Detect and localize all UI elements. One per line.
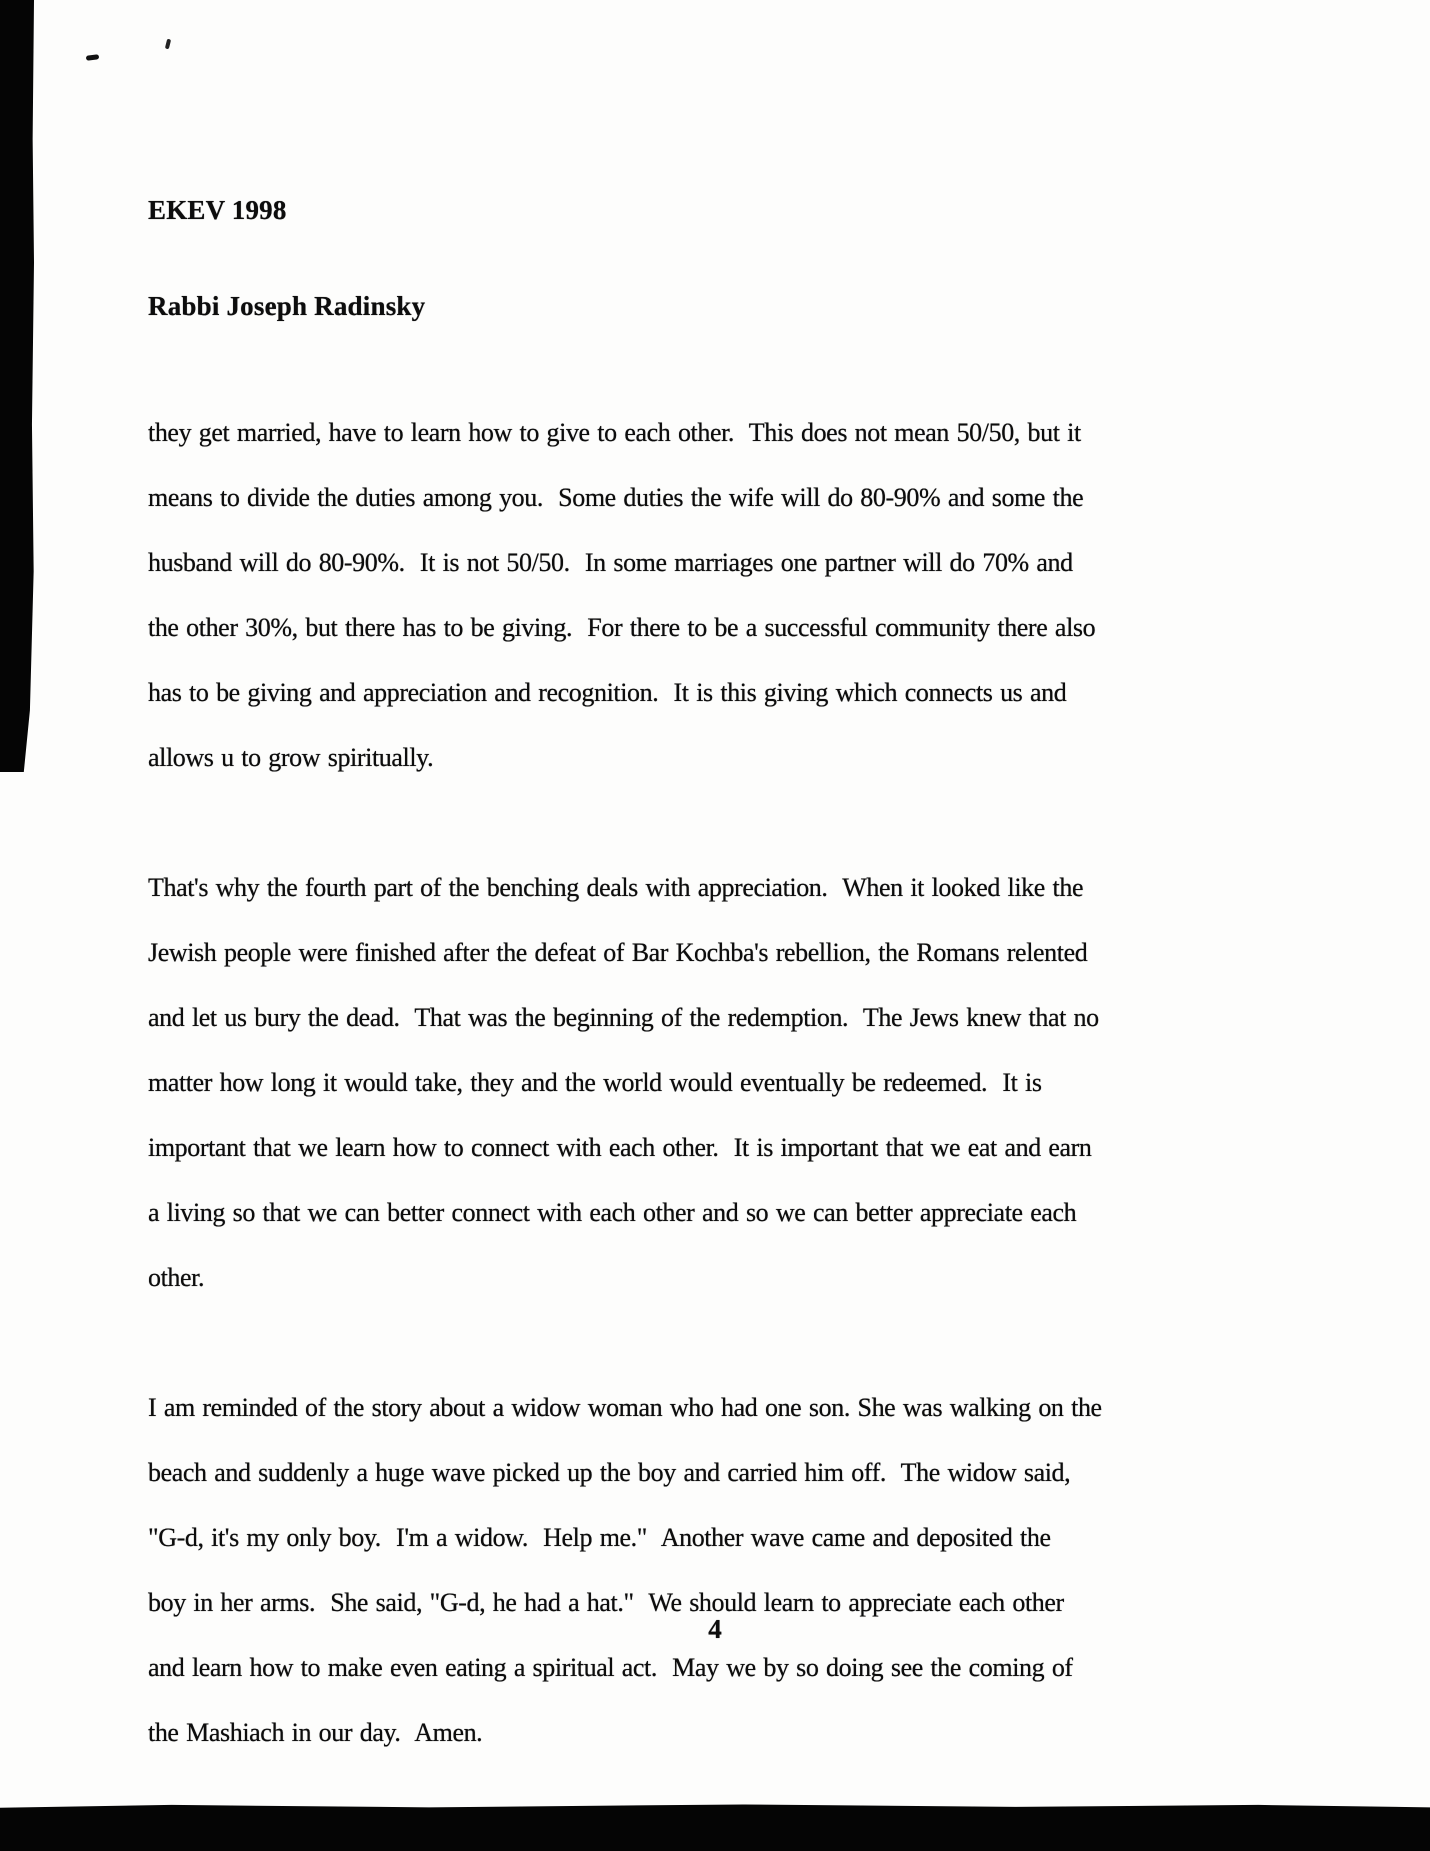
text-line: a living so that we can better connect with each other and so we can better appreciate each	[148, 1198, 1077, 1227]
document-title: EKEV 1998	[148, 195, 287, 225]
text-line: boy in her arms. She said, "G-d, he had a hat." We should learn to appreciate each other	[148, 1588, 1064, 1617]
scan-edge-bar-bottom	[0, 1803, 1430, 1851]
paragraph	[148, 1375, 1298, 1765]
text-line: the Mashiach in our day. Amen.	[148, 1718, 483, 1747]
text-line: they get married, have to learn how to give to each other. This does not mean 50/50, but it	[148, 418, 1081, 447]
document-content	[148, 130, 1298, 1765]
text-line: Jewish people were finished after the defeat of Bar Kochba's rebellion, the Romans relented	[148, 938, 1088, 967]
text-line: and let us bury the dead. That was the beginning of the redemption. The Jews knew that no	[148, 1003, 1099, 1032]
text-line: other.	[148, 1263, 205, 1292]
text-line: That's why the fourth part of the benching deals with appreciation. When it looked like the	[148, 873, 1084, 902]
text-line: and learn how to make even eating a spiritual act. May we by so doing see the coming of	[148, 1653, 1073, 1682]
text-line: the other 30%, but there has to be giving. For there to be a successful community there also	[148, 613, 1096, 642]
document-body	[148, 400, 1298, 1765]
text-line: beach and suddenly a huge wave picked up the boy and carried him off. The widow said,	[148, 1458, 1071, 1487]
text-line: allows u to grow spiritually.	[148, 743, 434, 772]
text-line: "G-d, it's my only boy. I'm a widow. Help me." Another wave came and deposited the	[148, 1523, 1051, 1552]
text-line: means to divide the duties among you. Some duties the wife will do 80-90% and some the	[148, 483, 1084, 512]
text-line: husband will do 80-90%. It is not 50/50. In some marriages one partner will do 70% and	[148, 548, 1073, 577]
paragraph	[148, 400, 1298, 790]
paragraph	[148, 855, 1298, 1310]
document-header	[148, 130, 1298, 386]
text-line: important that we learn how to connect with each other. It is important that we eat and earn	[148, 1133, 1092, 1162]
text-line: has to be giving and appreciation and recognition. It is this giving which connects us and	[148, 678, 1067, 707]
page-number: 4	[708, 1614, 722, 1644]
scan-mark-speck	[165, 39, 171, 50]
text-line: matter how long it would take, they and the world would eventually be redeemed. It is	[148, 1068, 1042, 1097]
scan-edge-bar-left	[0, 0, 34, 772]
scan-mark-dash	[86, 54, 100, 61]
document-author: Rabbi Joseph Radinsky	[148, 291, 426, 321]
text-line: I am reminded of the story about a widow woman who had one son. She was walking on the	[148, 1393, 1102, 1422]
